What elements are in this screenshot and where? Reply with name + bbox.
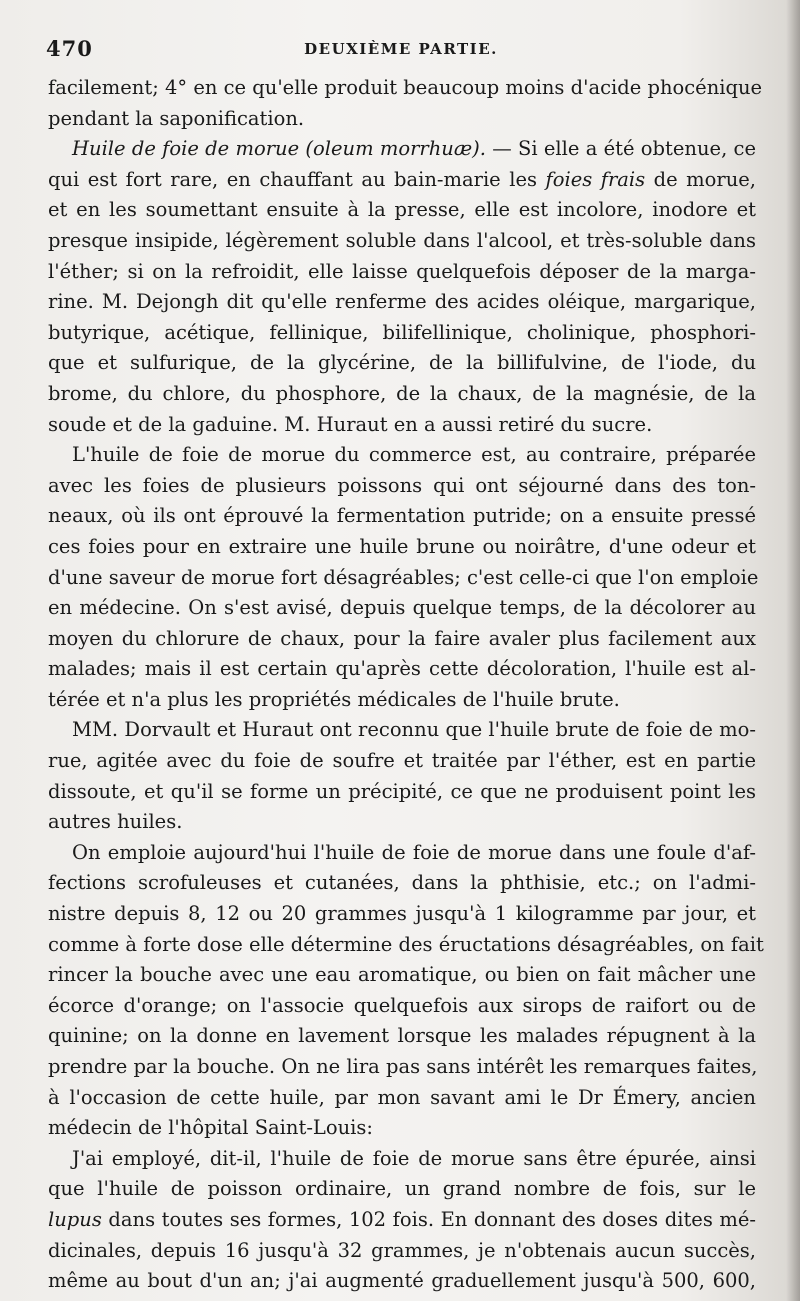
text-run: de morue, (645, 167, 756, 191)
body-text (48, 73, 764, 1297)
text-line: même au bout d'un an; j'ai augmenté graduellement jusqu'à 500, 600, (48, 1269, 756, 1293)
text-line: brome, du chlore, du phosphore, de la chaux, de la magnésie, de la (48, 381, 756, 405)
text-line: médecin de l'hôpital Saint-Louis: (48, 1116, 373, 1140)
text-line: dicinales, depuis 16 jusqu'à 32 grammes, je n'obtenais aucun succès, (48, 1238, 756, 1262)
emphasis-text: foies frais (545, 167, 646, 191)
page-edge-shadow (786, 0, 800, 1301)
text-line (48, 134, 756, 165)
text-line: On emploie aujourd'hui l'huile de foie de morue dans une foule d'af- (72, 840, 756, 864)
text-run: — Si elle a été obtenue, ce (485, 137, 757, 161)
text-line: fections scrofuleuses et cutanées, dans la phthisie, etc.; on l'admi- (48, 871, 756, 895)
text-line: pendant la saponification. (48, 106, 305, 130)
text-line (48, 165, 756, 196)
text-line: L'huile de foie de morue du commerce est, au contraire, préparée (72, 443, 756, 467)
text-line: avec les foies de plusieurs poissons qui ont séjourné dans des ton- (48, 473, 756, 497)
text-line: ces foies pour en extraire une huile brune ou noirâtre, d'une odeur et (48, 534, 756, 558)
text-run: qui est fort rare, en chauffant au bain-marie les (48, 167, 546, 191)
section-title: Huile de foie de morue (oleum morrhuæ). (72, 137, 486, 161)
running-head: DEUXIÈME PARTIE. (304, 40, 498, 58)
text-line: l'éther; si on la refroidit, elle laisse quelquefois déposer de la marga- (48, 259, 756, 283)
text-line: J'ai employé, dit-il, l'huile de foie de morue sans être épurée, ainsi (72, 1146, 756, 1170)
text-line: facilement; 4° en ce qu'elle produit beaucoup moins d'acide phocénique (48, 76, 763, 99)
text-line: MM. Dorvault et Huraut ont reconnu que l'huile brute de foie de mo- (72, 718, 756, 742)
text-line: soude et de la gaduine. M. Huraut en a aussi retiré du sucre. (48, 412, 653, 436)
text-line: et en les soumettant ensuite à la presse, elle est incolore, inodore et (48, 198, 756, 222)
emphasis-text: lupus (48, 1207, 102, 1231)
text-line: rincer la bouche avec une eau aromatique, ou bien on fait mâcher une (48, 963, 756, 987)
text-run: dans toutes ses formes, 102 fois. En donnant des doses dites mé- (101, 1207, 756, 1231)
text-line: neaux, où ils ont éprouvé la fermentation putride; on a ensuite pressé (48, 504, 756, 528)
text-line: que et sulfurique, de la glycérine, de la billifulvine, de l'iode, du (48, 351, 756, 375)
text-line: moyen du chlorure de chaux, pour la faire avaler plus facilement aux (48, 626, 756, 650)
text-line: à l'occasion de cette huile, par mon savant ami le Dr Émery, ancien (48, 1085, 756, 1109)
text-line (48, 1205, 756, 1236)
text-line: écorce d'orange; on l'associe quelquefois aux sirops de raifort ou de (48, 993, 756, 1017)
text-line: d'une saveur de morue fort désagréables; c'est celle-ci que l'on emploie (48, 565, 759, 589)
text-line: comme à forte dose elle détermine des éructations désagréables, on fait (48, 932, 764, 956)
text-line: prendre par la bouche. On ne lira pas sans intérêt les remarques faites, (48, 1055, 758, 1078)
text-line: que l'huile de poisson ordinaire, un grand nombre de fois, sur le (48, 1177, 756, 1201)
text-line: malades; mais il est certain qu'après cette décoloration, l'huile est al- (48, 657, 756, 681)
text-line: dissoute, et qu'il se forme un précipité, ce que ne produisent point les (48, 779, 756, 803)
text-line: rue, agitée avec du foie de soufre et traitée par l'éther, est en partie (48, 749, 756, 773)
text-line: rine. M. Dejongh dit qu'elle renferme des acides oléique, margarique, (48, 290, 756, 314)
text-line: autres huiles. (48, 810, 183, 834)
text-line: en médecine. On s'est avisé, depuis quelque temps, de la décolorer au (48, 596, 756, 620)
text-line: presque insipide, légèrement soluble dans l'alcool, et très-soluble dans (48, 228, 756, 252)
text-line: nistre depuis 8, 12 ou 20 grammes jusqu'à 1 kilogramme par jour, et (48, 902, 756, 926)
text-line: butyrique, acétique, fellinique, bilifellinique, cholinique, phosphori- (48, 320, 756, 344)
text-line: quinine; on la donne en lavement lorsque les malades répugnent à la (48, 1024, 756, 1048)
page-number: 470 (46, 36, 93, 61)
text-line: térée et n'a plus les propriétés médicales de l'huile brute. (48, 687, 620, 711)
page-header (46, 36, 756, 66)
